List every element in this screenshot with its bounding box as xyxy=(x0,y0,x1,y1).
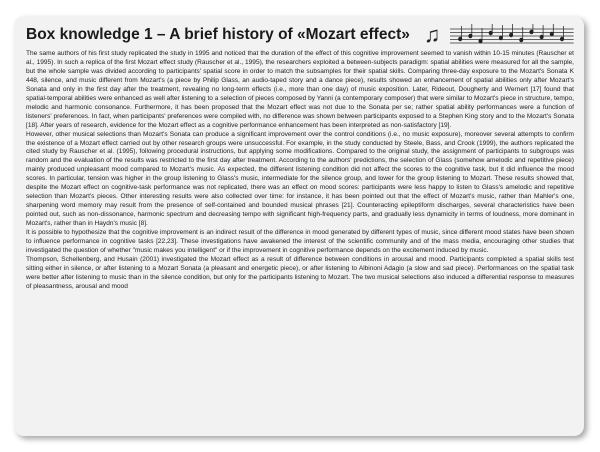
box-body xyxy=(26,50,574,292)
box-title: Box knowledge 1 – A brief history of «Mozart effect» xyxy=(26,26,410,43)
box-knowledge-panel xyxy=(14,16,584,436)
paragraph-1: The same authors of his first study replicated the study in 1995 and noticed that the duration of the effect of this cognitive improvement seemed to vanish within 10-15 minutes (Rauscher et al., 1995). In such a replica of the first Mozart effect study (Rauscher et al., 1995), the researchers exploited a between-subjects paradigm: spatial abilities were measured for all the sample, but the whole sample was divided according to participants' spatial score in order to match the subsamples for their spatial skills. Comparing three-day exposure to the Mozart's Sonata K 448, silence, and music different from Mozart's (a piece by Philip Glass, an audio-taped story and a dance piece), results showed an enhancement of spatial abilities only after Mozart's Sonata and only in the first day after the treatment, revealing no long-term effects (i.e., more than one day) of music exposition. Later, Rideout, Dougherty and Wernert [17] found that spatial-temporal abilities were enhanced as well after listening to a selection of pieces composed by Yanni (a contemporary composer) that were similar to Mozart's piece in structure, tempo, melodic and harmonic consonance. Furthermore, it has been proposed that the Mozart effect was not due to the Sonata per se; rather spatial ability performances were a function of listeners' preferences. In fact, when participants' preferences were compiled with, no difference was shown between participants exposed to a Stephen King story and to the Mozart's Sonata [18]. After years of research, evidence for the Mozart effect as a cognitive performance enhancement has been interpreted as non-satisfactory [19]. xyxy=(26,50,574,129)
paragraph-4: Thompson, Schellenberg, and Husain (2001) investigated the Mozart effect as a result of difference between conditions in arousal and mood. Participants completed a spatial skills test sitting either in silence, or after listening to a Mozart Sonata (a pleasant and energetic piece), or after listening to Albinoni Adagio (a slow and sad piece). Performances on the spatial task were better after listening to music than in the silence condition, but only for the participants listening to Mozart. The two musical selections also induced a differential response to measures of pleasantness, arousal and mood xyxy=(26,255,574,290)
music-staff-icon xyxy=(450,23,574,47)
paragraph-3: It is possible to hypothesize that the cognitive improvement is an indirect result of the difference in mood generated by different types of music, since different mood states have been shown to influence performance in cognitive tasks [22,23]. These investigations have awakened the interest of the scientific community and of the mass media, encouraging other studies that investigated the question of whether "music makes you intelligent" or if the improvement in cognitive performance depends on the excitement induced by music. xyxy=(26,229,574,254)
box-header xyxy=(26,22,574,48)
paragraph-2: However, other musical selections than Mozart's Sonata can produce a significant improvement over the control conditions (i.e., no music exposure), moreover several attempts to confirm the existence of a Mozart effect carried out by other research groups were unsuccessful. For example, in the study conducted by Steele, Bass, and Crook (1999), the authors replicated the cited study by Rauscher et al. (1995), following procedural instructions, but applying some modifications. Compared to the original study, the assignment of participants to subgroups was random and the evaluation of the results was restricted to the first day after treatment. According to the authors' predictions, the selection of Glass (somehow amelodic and repetitive piece) mainly produced unpleasant mood compared to Mozart's music. As expected, the different listening condition did not affect the scores to the cognitive task, but it did influence the mood scores. In particular, tension was higher in the group listening to Glass's music, intermediate for the silence group, and lower for the group listening to Mozart. These results showed that, despite the Mozart effect on cognitive-task performance was not replicated, there was an effect on mood scores: participants were less happy to listen to Glass's amelodic and repetitive selection than Mozart's pieces. Other interesting results were also collected over time: for instance, it has been pointed out that the effect of Mozart's music, rather than Mahler's one, sharpening word memory may result from the presence of self-contained and bounded musical phrases [21]. Counteracting epileptiform discharges, several characteristics have been pointed out, such as non-dissonance, harmonic spectrum and decreasing tempo with significant high-frequency parts, and gradually less dynamicity in terms of loudness, more dominant in Mozart's, rather than in Haydn's music [8]. xyxy=(26,130,574,228)
music-note-icon: ♫ xyxy=(423,22,441,47)
